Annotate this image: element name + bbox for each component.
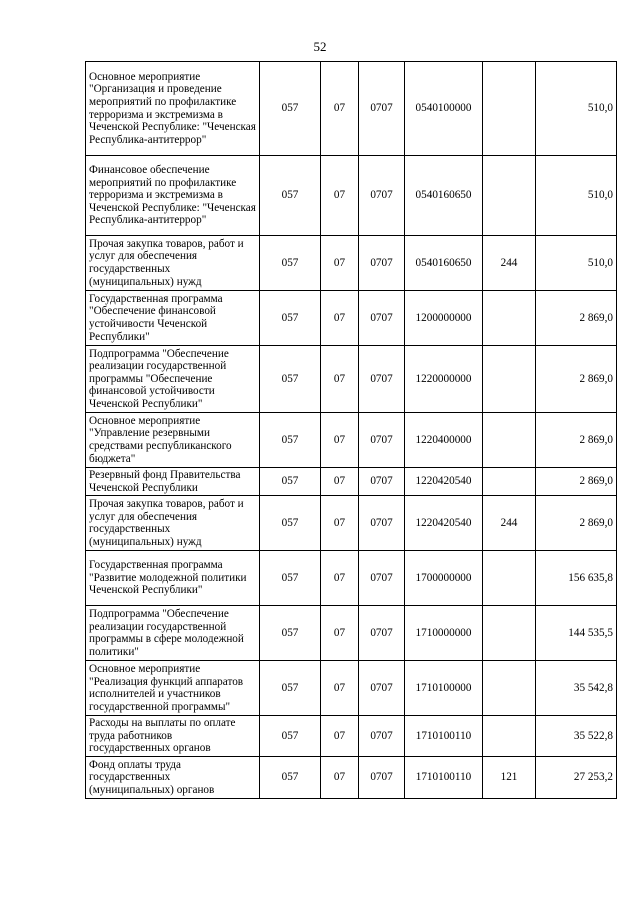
row-amount: 27 253,2 — [536, 756, 617, 798]
row-target-code: 1710100000 — [405, 661, 483, 716]
table-row — [86, 551, 617, 606]
row-amount: 144 535,5 — [536, 606, 617, 661]
row-amount: 2 869,0 — [536, 291, 617, 346]
row-name: Фонд оплаты труда государственных (муниципальных) органов — [86, 756, 260, 798]
row-name: Подпрограмма "Обеспечение реализации государственной программы в сфере молодежной политики" — [86, 606, 260, 661]
row-subsection-code: 0707 — [359, 756, 405, 798]
row-target-code: 1220000000 — [405, 346, 483, 413]
row-amount: 2 869,0 — [536, 496, 617, 551]
row-name: Государственная программа "Развитие молодежной политики Чеченской Республики" — [86, 551, 260, 606]
row-name: Финансовое обеспечение мероприятий по профилактике терроризма и экстремизма в Чеченской Республике: "Чеченская Республика-антитеррор" — [86, 156, 260, 236]
row-target-code: 0540160650 — [405, 236, 483, 291]
row-amount: 510,0 — [536, 236, 617, 291]
table-row — [86, 413, 617, 468]
row-section-code: 07 — [321, 716, 359, 757]
row-target-code: 1220420540 — [405, 496, 483, 551]
row-expense-type — [483, 291, 536, 346]
row-amount: 2 869,0 — [536, 413, 617, 468]
row-expense-type: 121 — [483, 756, 536, 798]
row-subsection-code: 0707 — [359, 346, 405, 413]
row-subsection-code: 0707 — [359, 496, 405, 551]
row-ministry-code: 057 — [260, 606, 321, 661]
table-row — [86, 291, 617, 346]
row-section-code: 07 — [321, 551, 359, 606]
row-ministry-code: 057 — [260, 346, 321, 413]
row-name: Подпрограмма "Обеспечение реализации государственной программы "Обеспечение финансовой устойчивости Чеченской Республики" — [86, 346, 260, 413]
row-ministry-code: 057 — [260, 413, 321, 468]
row-amount: 35 522,8 — [536, 716, 617, 757]
row-expense-type — [483, 551, 536, 606]
row-target-code: 1710100110 — [405, 716, 483, 757]
row-ministry-code: 057 — [260, 156, 321, 236]
row-section-code: 07 — [321, 413, 359, 468]
row-amount: 156 635,8 — [536, 551, 617, 606]
row-expense-type: 244 — [483, 236, 536, 291]
page-number: 52 — [313, 39, 327, 54]
row-expense-type — [483, 413, 536, 468]
row-target-code: 1220420540 — [405, 468, 483, 496]
row-ministry-code: 057 — [260, 236, 321, 291]
table-row — [86, 606, 617, 661]
row-amount: 510,0 — [536, 156, 617, 236]
row-section-code: 07 — [321, 62, 359, 156]
row-ministry-code: 057 — [260, 551, 321, 606]
row-ministry-code: 057 — [260, 291, 321, 346]
row-subsection-code: 0707 — [359, 468, 405, 496]
row-expense-type — [483, 346, 536, 413]
row-section-code: 07 — [321, 346, 359, 413]
row-subsection-code: 0707 — [359, 156, 405, 236]
row-ministry-code: 057 — [260, 496, 321, 551]
row-ministry-code: 057 — [260, 756, 321, 798]
row-expense-type: 244 — [483, 496, 536, 551]
row-ministry-code: 057 — [260, 62, 321, 156]
row-subsection-code: 0707 — [359, 291, 405, 346]
row-name: Основное мероприятие "Организация и проведение мероприятий по профилактике терроризма и экстремизма в Чеченской Республике: "Чеченская Республика-антитеррор" — [86, 62, 260, 156]
table-row — [86, 496, 617, 551]
row-target-code: 1710000000 — [405, 606, 483, 661]
row-target-code: 0540160650 — [405, 156, 483, 236]
row-amount: 35 542,8 — [536, 661, 617, 716]
row-amount: 2 869,0 — [536, 346, 617, 413]
row-section-code: 07 — [321, 661, 359, 716]
row-subsection-code: 0707 — [359, 236, 405, 291]
row-subsection-code: 0707 — [359, 661, 405, 716]
budget-table — [85, 61, 617, 799]
row-expense-type — [483, 606, 536, 661]
row-subsection-code: 0707 — [359, 413, 405, 468]
row-target-code: 1220400000 — [405, 413, 483, 468]
row-expense-type — [483, 62, 536, 156]
row-name: Государственная программа "Обеспечение финансовой устойчивости Чеченской Республики" — [86, 291, 260, 346]
row-section-code: 07 — [321, 291, 359, 346]
row-subsection-code: 0707 — [359, 551, 405, 606]
row-ministry-code: 057 — [260, 468, 321, 496]
row-amount: 2 869,0 — [536, 468, 617, 496]
table-row — [86, 468, 617, 496]
table-row — [86, 756, 617, 798]
row-name: Прочая закупка товаров, работ и услуг для обеспечения государственных (муниципальных) нужд — [86, 236, 260, 291]
table-row — [86, 236, 617, 291]
row-target-code: 1200000000 — [405, 291, 483, 346]
row-name: Прочая закупка товаров, работ и услуг для обеспечения государственных (муниципальных) нужд — [86, 496, 260, 551]
row-name: Основное мероприятие "Управление резервными средствами республиканского бюджета" — [86, 413, 260, 468]
table-row — [86, 716, 617, 757]
row-ministry-code: 057 — [260, 661, 321, 716]
row-expense-type — [483, 716, 536, 757]
row-subsection-code: 0707 — [359, 62, 405, 156]
row-ministry-code: 057 — [260, 716, 321, 757]
row-section-code: 07 — [321, 156, 359, 236]
row-subsection-code: 0707 — [359, 716, 405, 757]
row-section-code: 07 — [321, 756, 359, 798]
row-name: Расходы на выплаты по оплате труда работников государственных органов — [86, 716, 260, 757]
table-row — [86, 661, 617, 716]
row-target-code: 1700000000 — [405, 551, 483, 606]
row-section-code: 07 — [321, 496, 359, 551]
row-name: Основное мероприятие "Реализация функций аппаратов исполнителей и участников государственной программы" — [86, 661, 260, 716]
row-expense-type — [483, 468, 536, 496]
row-amount: 510,0 — [536, 62, 617, 156]
row-expense-type — [483, 156, 536, 236]
row-section-code: 07 — [321, 468, 359, 496]
row-target-code: 1710100110 — [405, 756, 483, 798]
table-row — [86, 346, 617, 413]
row-name: Резервный фонд Правительства Чеченской Республики — [86, 468, 260, 496]
table-row — [86, 156, 617, 236]
row-expense-type — [483, 661, 536, 716]
row-section-code: 07 — [321, 606, 359, 661]
table-row — [86, 62, 617, 156]
row-target-code: 0540100000 — [405, 62, 483, 156]
row-section-code: 07 — [321, 236, 359, 291]
row-subsection-code: 0707 — [359, 606, 405, 661]
